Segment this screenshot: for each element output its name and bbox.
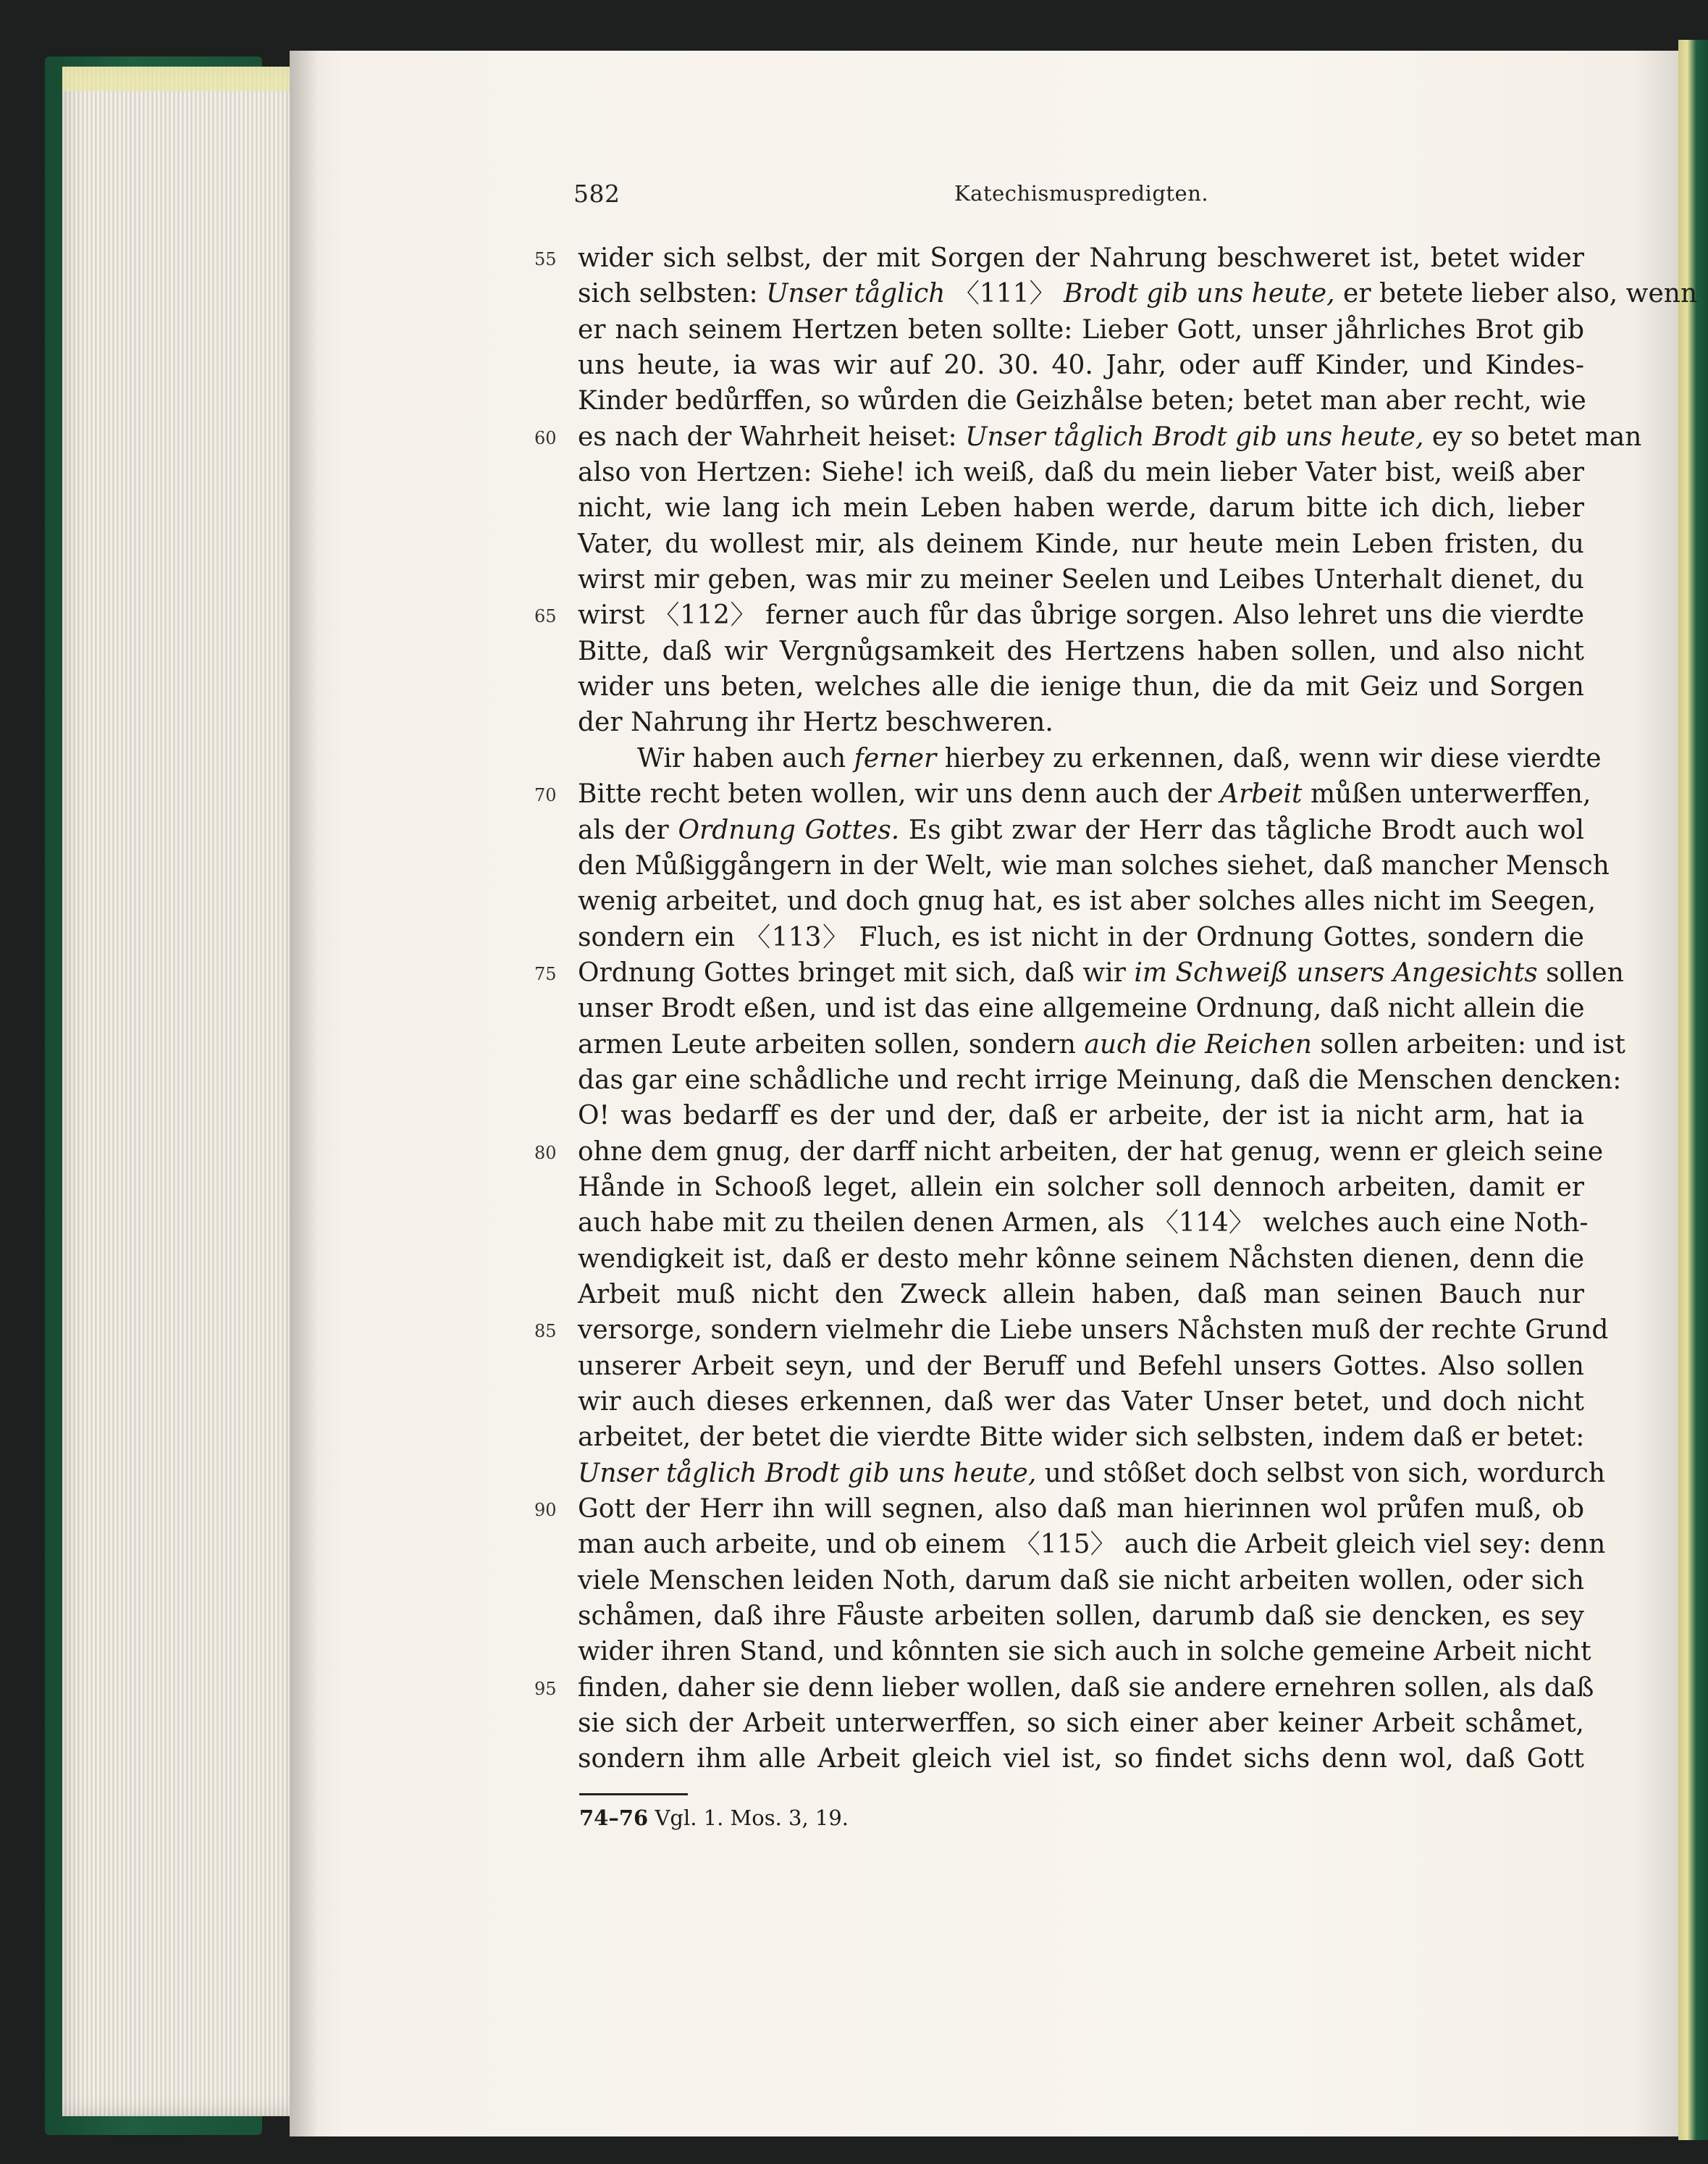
text-segment: man auch arbeite, und ob einem 〈115〉 auch die Arbeit gleich viel sey: denn [578, 1530, 1606, 1560]
text-segment: er nach seinem Hertzen beten sollte: Lieber Gott, unser jåhrliches Brot gib [578, 314, 1584, 345]
text-segment: armen Leute arbeiten sollen, sondern [578, 1029, 1085, 1060]
text-segment: O! was bedarff es der und der, daß er arbeite, der ist ia nicht arm, hat ia [578, 1101, 1584, 1131]
text-segment: Bitte recht beten wollen, wir uns denn auch der [578, 779, 1220, 810]
italic-segment: ferner [854, 743, 937, 773]
text-line [578, 1062, 1622, 1098]
text-segment: wenig arbeitet, und doch gnug hat, es ist aber solches alles nicht im Seegen, [578, 886, 1596, 917]
text-segment: hierbey zu erkennen, daß, wenn wir diese vierdte [936, 743, 1602, 773]
line-number: 85 [534, 1321, 557, 1342]
text-line [534, 1670, 1594, 1706]
text-segment: Hånde in Schooß leget, allein ein solcher soll dennoch arbeiten, damit er [578, 1172, 1584, 1202]
text-line [578, 669, 1584, 705]
text-line [578, 1027, 1625, 1062]
text-line [578, 1741, 1584, 1777]
text-segment: den Můßiggångern in der Welt, wie man solches siehet, daß mancher Mensch [578, 850, 1610, 881]
text-line [534, 1491, 1584, 1527]
text-line [578, 312, 1584, 348]
text-line [578, 1563, 1584, 1598]
text-segment: es nach der Wahrheit heiset: [578, 422, 966, 452]
text-line [578, 1706, 1584, 1741]
page-number: 582 [573, 180, 620, 208]
text-segment: wider sich selbst, der mit Sorgen der Nahrung beschweret ist, betet wider [578, 243, 1584, 273]
running-title: Katechismuspredigten. [954, 181, 1209, 206]
text-segment: sollen [1537, 957, 1624, 988]
text-line [534, 776, 1591, 812]
line-number: 90 [534, 1500, 557, 1521]
text-line [578, 1241, 1584, 1277]
text-line [578, 1527, 1606, 1562]
line-number: 55 [534, 249, 557, 269]
text-segment: wirst 〈112〉 ferner auch fůr das ůbrige sorgen. Also lehret uns die vierdte [578, 600, 1584, 631]
text-segment: nicht, wie lang ich mein Leben haben werde, darum bitte ich dich, lieber [578, 493, 1584, 524]
footnote-ref: 74–76 [579, 1806, 649, 1830]
text-segment: sie sich der Arbeit unterwerffen, so sich einer aber keiner Arbeit schåmet, [578, 1708, 1584, 1739]
page-stack-edge [62, 67, 301, 2116]
page-stack-top [62, 67, 301, 91]
text-segment: der Nahrung ihr Hertz beschweren. [578, 708, 1053, 738]
text-segment: unserer Arbeit seyn, und der Beruff und Befehl unsers Gottes. Also sollen [578, 1351, 1584, 1381]
text-line [578, 276, 1698, 311]
line-number: 75 [534, 963, 557, 984]
text-line [578, 1170, 1584, 1205]
text-segment: auch habe mit zu theilen denen Armen, als 〈114〉 welches auch eine Noth- [578, 1208, 1589, 1238]
text-segment: als der [578, 815, 678, 845]
text-segment: Kinder bedůrffen, so wůrden die Geizhålse beten; betet man aber recht, wie [578, 386, 1586, 416]
text-line [578, 1419, 1584, 1455]
text-segment: sollen arbeiten: und ist [1311, 1029, 1625, 1060]
line-number: 80 [534, 1142, 557, 1163]
text-segment: sondern ein 〈113〉 Fluch, es ist nicht in der Ordnung Gottes, sondern die [578, 922, 1584, 952]
gutter-shadow [290, 51, 319, 2136]
text-segment: unser Brodt eßen, und ist das eine allgemeine Ordnung, daß nicht allein die [578, 994, 1585, 1024]
book-cover-right [1678, 40, 1708, 2140]
text-line [578, 848, 1610, 884]
text-line [578, 1349, 1584, 1384]
text-segment: und stôßet doch selbst von sich, wordurch [1036, 1458, 1606, 1488]
text-segment: můßen unterwerffen, [1302, 779, 1591, 810]
text-line [578, 527, 1584, 562]
line-number: 65 [534, 606, 557, 627]
text-segment: Ordnung Gottes bringet mit sich, daß wir [578, 957, 1135, 988]
text-line [578, 348, 1584, 383]
text-line [534, 955, 1624, 991]
text-line [578, 920, 1584, 955]
footnote-rule [579, 1793, 688, 1795]
text-line [578, 741, 1602, 776]
italic-segment: Unser tåglich [766, 279, 946, 309]
text-line [534, 1134, 1604, 1170]
text-line [578, 634, 1584, 669]
text-line [578, 1098, 1584, 1133]
text-segment: Wir haben auch [637, 743, 854, 773]
text-line [578, 1277, 1584, 1312]
text-line [578, 884, 1596, 919]
text-segment: sondern ihm alle Arbeit gleich viel ist, so findet sichs denn wol, daß Gott [578, 1744, 1584, 1774]
text-segment: Arbeit muß nicht den Zweck allein haben, daß man seinen Bauch nur [578, 1279, 1584, 1309]
text-segment: ohne dem gnug, der darff nicht arbeiten, der hat genug, wenn er gleich seine [578, 1136, 1604, 1167]
footnote-text: Vgl. 1. Mos. 3, 19. [655, 1806, 849, 1830]
text-line [534, 419, 1642, 455]
text-segment: wendigkeit ist, daß er desto mehr kônne seinem Nåchsten dienen, denn die [578, 1244, 1584, 1274]
text-segment: versorge, sondern vielmehr die Liebe unsers Nåchsten muß der rechte Grund [578, 1315, 1609, 1346]
text-segment: wider ihren Stand, und kônnten sie sich auch in solche gemeine Arbeit nicht [578, 1637, 1591, 1667]
text-line [578, 1384, 1584, 1419]
text-line [578, 1598, 1584, 1634]
italic-segment: Arbeit [1219, 779, 1303, 810]
italic-segment: auch die Reichen [1084, 1029, 1312, 1060]
text-line [578, 562, 1584, 597]
italic-segment: Brodt gib uns heute, [1064, 279, 1335, 309]
text-segment: finden, daher sie denn lieber wollen, daß sie andere ernehren sollen, als daß [578, 1672, 1594, 1703]
line-number: 95 [534, 1678, 557, 1699]
italic-segment: Unser tåglich Brodt gib uns heute, [578, 1458, 1037, 1488]
text-segment: wirst mir geben, was mir zu meiner Seelen und Leibes Unterhalt dienet, du [578, 565, 1584, 595]
line-number: 70 [534, 785, 557, 806]
text-line [578, 1634, 1591, 1669]
text-line [534, 240, 1584, 276]
italic-segment: im Schweiß unsers Angesichts [1134, 957, 1538, 988]
text-line [534, 1312, 1609, 1348]
italic-segment: Unser tåglich Brodt gib uns heute, [965, 422, 1424, 452]
text-line [534, 597, 1584, 633]
text-line [578, 455, 1584, 490]
text-segment: Bitte, daß wir Vergnůgsamkeit des Hertzens haben sollen, und also nicht [578, 636, 1584, 666]
text-line [578, 705, 1584, 740]
text-line [578, 1456, 1606, 1491]
text-segment: uns heute, ia was wir auf 20. 30. 40. Jahr, oder auff Kinder, und Kindes- [578, 351, 1584, 381]
text-segment: das gar eine schådliche und recht irrige Meinung, daß die Menschen dencken: [578, 1065, 1622, 1095]
text-line [578, 1205, 1589, 1241]
text-line [578, 383, 1584, 419]
footnote [579, 1806, 849, 1830]
text-segment: Es gibt zwar der Herr das tågliche Brodt auch wol [899, 815, 1584, 845]
body-text [534, 240, 1698, 1777]
text-segment: ey so betet man [1423, 422, 1642, 452]
italic-segment: Ordnung Gottes. [678, 815, 900, 845]
text-segment: sich selbsten: [578, 279, 767, 309]
text-segment: wir auch dieses erkennen, daß wer das Vater Unser betet, und doch nicht [578, 1387, 1584, 1417]
text-segment: wider uns beten, welches alle die ienige thun, die da mit Geiz und Sorgen [578, 672, 1584, 703]
text-segment: also von Hertzen: Siehe! ich weiß, daß du mein lieber Vater bist, weiß aber [578, 458, 1584, 488]
text-segment: Gott der Herr ihn will segnen, also daß man hierinnen wol průfen muß, ob [578, 1494, 1584, 1525]
text-line [578, 490, 1584, 526]
text-segment: Vater, du wollest mir, als deinem Kinde, nur heute mein Leben fristen, du [578, 529, 1584, 559]
text-line [578, 991, 1584, 1026]
text-segment: er betete lieber also, wenn [1334, 279, 1698, 309]
line-number: 60 [534, 427, 557, 448]
text-segment: 〈111〉 [945, 279, 1064, 309]
text-line [578, 813, 1584, 848]
text-segment: arbeitet, der betet die vierdte Bitte wider sich selbsten, indem daß er betet: [578, 1422, 1585, 1453]
text-segment: schåmen, daß ihre Fåuste arbeiten sollen, darumb daß sie dencken, es sey [578, 1601, 1584, 1632]
text-segment: viele Menschen leiden Noth, darum daß sie nicht arbeiten wollen, oder sich [578, 1565, 1584, 1595]
